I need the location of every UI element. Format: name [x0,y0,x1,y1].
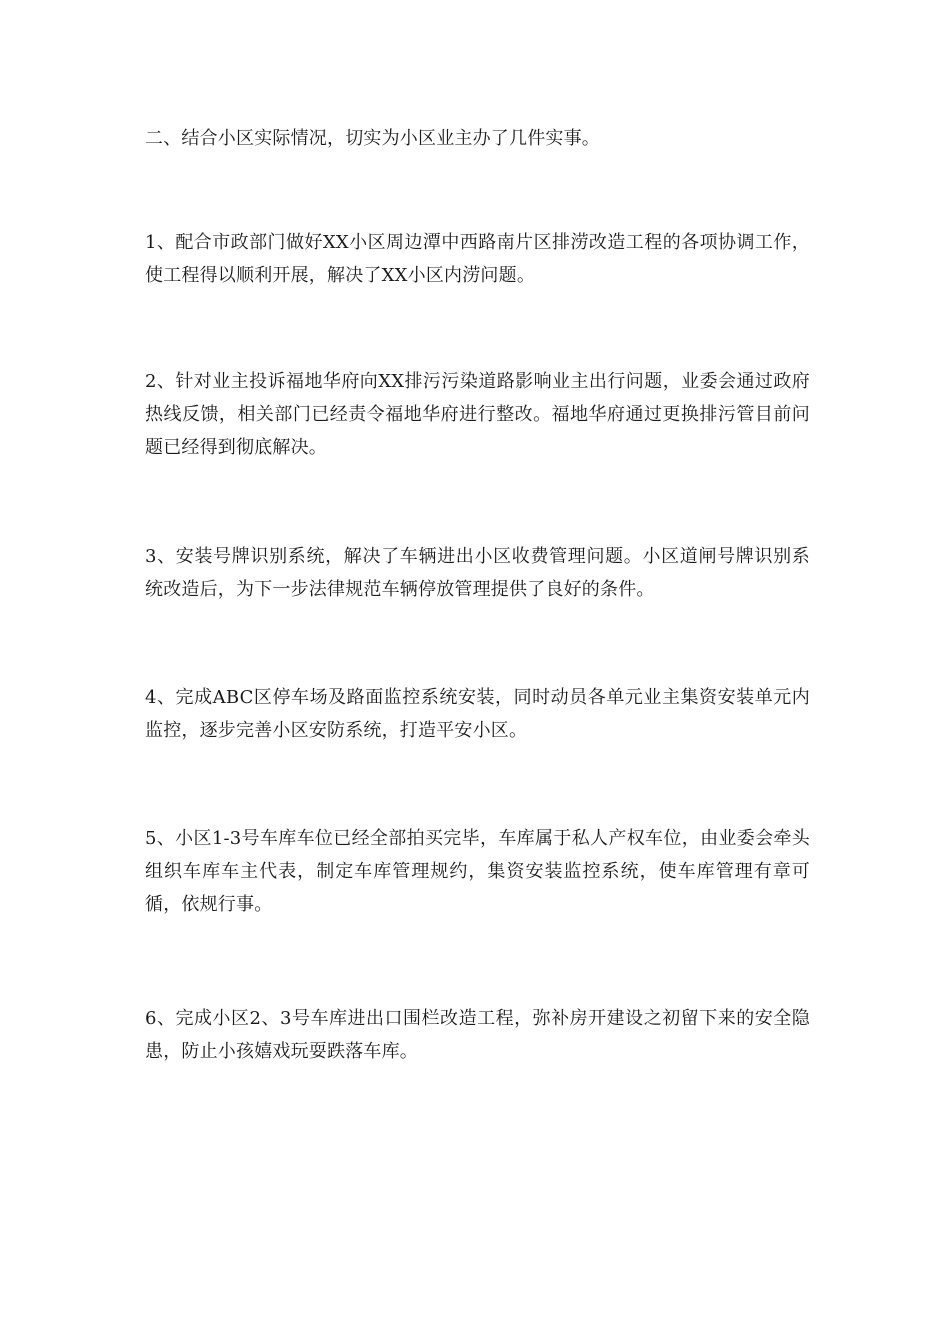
paragraph-item-1: 1、配合市政部门做好XX小区周边潭中西路南片区排涝改造工程的各项协调工作，使工程得以顺利开展，解决了XX小区内涝问题。 [145,232,810,286]
paragraph-item-4: 4、完成ABC区停车场及路面监控系统安装，同时动员各单元业主集资安装单元内监控，逐步完善小区安防系统，打造平安小区。 [145,687,810,741]
section-heading: 二、结合小区实际情况，切实为小区业主办了几件实事。 [145,128,600,149]
paragraph-item-5: 5、小区1-3号车库车位已经全部拍买完毕，车库属于私人产权车位，由业委会牵头组织车库车主代表，制定车库管理规约，集资安装监控系统，使车库管理有章可循，依规行事。 [145,828,810,915]
paragraph-item-3: 3、安装号牌识别系统，解决了车辆进出小区收费管理问题。小区道闸号牌识别系统改造后，为下一步法律规范车辆停放管理提供了良好的条件。 [145,546,810,600]
paragraph-item-2: 2、针对业主投诉福地华府向XX排污污染道路影响业主出行问题，业委会通过政府热线反馈，相关部门已经责令福地华府进行整改。福地华府通过更换排污管目前问题已经得到彻底解决。 [145,371,810,458]
paragraph-item-6: 6、完成小区2、3号车库进出口围栏改造工程，弥补房开建设之初留下来的安全隐患，防止小孩嬉戏玩耍跌落车库。 [145,1008,810,1062]
